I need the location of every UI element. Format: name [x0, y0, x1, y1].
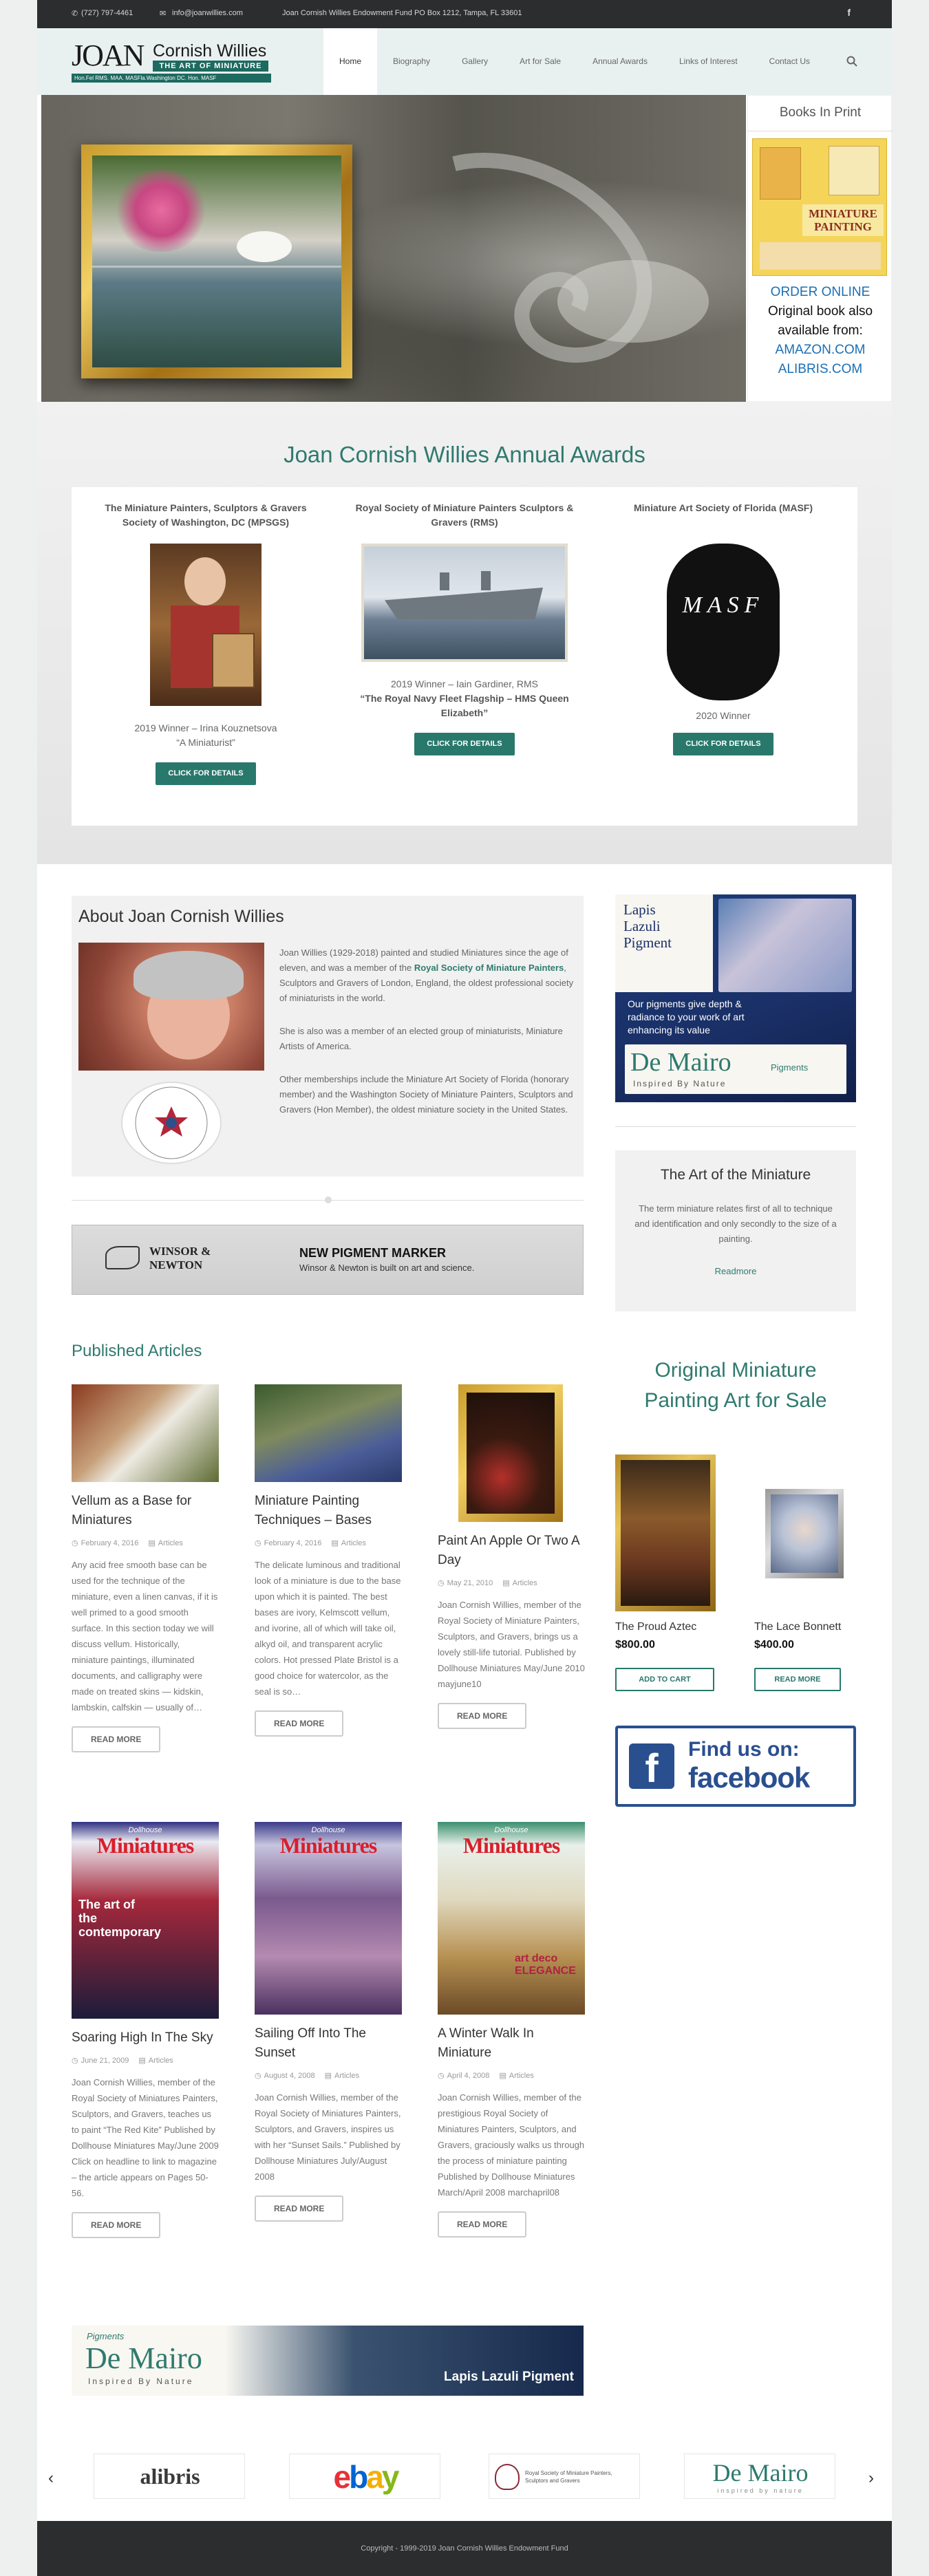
partners-carousel	[37, 2427, 892, 2521]
article-excerpt: Any acid free smooth base can be used for the technique of the miniature, even a linen canvas, if it is well primed to a good smooth surface. In this section today we will discuss vellum. Historically, miniature paintings, illuminated documents, and calligraphy were made on treated skins — kidskin, lambskin, calfskin — usually of…	[72, 1560, 218, 1713]
winsor-subline: Winsor & Newton is built on art and science.	[299, 1263, 475, 1273]
magazine-cover[interactable]: Dollhouse Miniatures art deco ELEGANCE	[438, 1822, 585, 2015]
clock-icon: ◷	[438, 2072, 445, 2080]
ad-body: Our pigments give depth & radiance to your work of art enhancing its value	[628, 998, 745, 1035]
award-details-button[interactable]: CLICK FOR DETAILS	[673, 733, 773, 755]
folder-icon: ▤	[148, 1539, 156, 1547]
ad-photo	[718, 899, 852, 992]
article-image[interactable]	[72, 1384, 219, 1482]
folder-icon: ▤	[138, 2057, 146, 2065]
banner-brand: De Mairo	[85, 2341, 202, 2375]
nav-annual-awards[interactable]: Annual Awards	[592, 56, 648, 66]
logo-credentials: Hon.Fel RMS. MAA. MASFla.Washington DC. Hon. MASF	[72, 74, 271, 83]
book-cover[interactable]	[752, 138, 887, 276]
clock-icon: ◷	[72, 1539, 78, 1547]
published-articles-heading: Published Articles	[72, 1342, 202, 1360]
royal-society-link[interactable]: Royal Society of Miniature Painters	[414, 963, 564, 973]
widget-heading: The Art of the Miniature	[660, 1167, 811, 1183]
product-price: $800.00	[615, 1639, 655, 1651]
banner-tagline: Inspired By Nature	[88, 2376, 194, 2386]
article-title[interactable]: Sailing Off Into The Sunset	[255, 2026, 366, 2060]
books-title: Books In Print	[779, 105, 862, 120]
award-painting-hms-queen-elizabeth[interactable]	[361, 544, 568, 662]
article-card: Dollhouse Miniatures art deco ELEGANCE A Winter Walk In Miniature ◷ April 4, 2008 ▤ Articles Joan Cornish Willies, member of the prestigious Royal Society of Miniatures Painters, Sculptors, and Gravers, graciously walks us through the process of miniature painting Published by Dollhouse Miniatures March/April 2008 marchapril08 READ MORE	[438, 1822, 585, 2237]
article-excerpt: Joan Cornish Willies, member of the Royal Society of Miniature Painters, Sculptors, and Gravers, brings us a lovely still-life tutorial. Published by Dollhouse Miniatures May/June 2010 mayjune10	[438, 1600, 585, 1689]
masf-logo-letters: MASF	[682, 592, 765, 618]
book-cover-title: MINIATURE PAINTING	[802, 204, 884, 236]
site-header	[37, 28, 892, 95]
award-rms	[351, 487, 578, 755]
hero-slider[interactable]	[41, 95, 746, 402]
product-image-lace-bonnett[interactable]	[765, 1489, 844, 1578]
awards-card	[72, 487, 857, 826]
ad-brand: De Mairo	[630, 1048, 732, 1077]
read-more-button[interactable]: READ MORE	[72, 1726, 160, 1752]
award-winner: 2020 Winner	[696, 710, 751, 721]
folder-icon: ▤	[324, 2072, 332, 2080]
article-card: Miniature Painting Techniques – Bases ◷ February 4, 2016 ▤ Articles The delicate luminous and traditional look of a miniature is due to the base upon which it is painted. The best bases are ivory, Kelmscott vellum, and ivorine, all of which will take oil, alkyd oil, and transparent acrylic colors. Hot pressed Plate Bristol is a good choice for watercolor, as the seal is so… READ MORE	[255, 1384, 402, 1737]
facebook-find-us-badge[interactable]: f Find us on: facebook	[615, 1726, 856, 1807]
logo-joan: JOAN	[72, 39, 144, 72]
article-title[interactable]: Paint An Apple Or Two A Day	[438, 1534, 579, 1567]
order-online-link[interactable]: ORDER ONLINE	[770, 285, 871, 299]
nav-home[interactable]: Home	[323, 28, 377, 95]
product-image-proud-aztec[interactable]	[615, 1455, 716, 1611]
books-in-print	[747, 95, 892, 402]
logo-tagline: THE ART OF MINIATURE	[153, 61, 268, 72]
clock-icon: ◷	[255, 2072, 261, 2080]
partner-logo-ebay[interactable]: ebay	[289, 2454, 440, 2499]
read-more-button[interactable]: READ MORE	[255, 1710, 343, 1737]
product-name[interactable]: The Proud Aztec	[615, 1621, 697, 1633]
article-card: Paint An Apple Or Two A Day ◷ May 21, 2010 ▤ Articles Joan Cornish Willies, member of the Royal Society of Miniature Painters, Sculptors, and Gravers, brings us a lovely still-life tutorial. Published by Dollhouse Miniatures May/June 2010 mayjune10 READ MORE	[438, 1384, 585, 1729]
winsor-brand: WINSOR & NEWTON	[149, 1245, 211, 1271]
magazine-cover[interactable]: Dollhouse Miniatures The art of the contemporary	[72, 1822, 219, 2019]
read-more-button[interactable]: READ MORE	[438, 2211, 526, 2237]
annual-awards-section	[37, 402, 892, 864]
nav-biography[interactable]: Biography	[393, 56, 431, 66]
article-title[interactable]: Soaring High In The Sky	[72, 2030, 213, 2045]
clock-icon: ◷	[438, 1579, 445, 1587]
award-winner: 2019 Winner – Iain Gardiner, RMS	[391, 678, 538, 689]
product-name[interactable]: The Lace Bonnett	[754, 1621, 842, 1633]
winsor-newton-banner[interactable]	[72, 1225, 584, 1295]
article-image[interactable]	[458, 1384, 563, 1522]
read-more-button[interactable]: READ MORE	[754, 1668, 841, 1691]
article-excerpt: The delicate luminous and traditional look of a miniature is due to the base upon which it is painted. The best bases are ivory, Kelmscott vellum, and ivorine, all of which will take oil, alkyd oil, and transparent acrylic colors. Hot pressed Plate Bristol is a good choice for watercolor, as the seal is so…	[255, 1560, 401, 1697]
lapis-lazuli-ad[interactable]: Lapis Lazuli Pigment Our pigments give depth & radiance to your work of art enhancing its value De Mairo Pigments Inspired By Nature	[615, 894, 856, 1102]
page	[37, 0, 892, 2576]
art-for-sale-heading: Original Miniature Painting Art for Sale	[644, 1359, 827, 1412]
site-footer	[37, 2521, 892, 2576]
award-masf	[610, 487, 837, 755]
article-title[interactable]: Miniature Painting Techniques – Bases	[255, 1494, 372, 1527]
chevron-right-icon[interactable]: ›	[868, 2469, 874, 2487]
award-winner: 2019 Winner – Irina Kouznetsova	[134, 722, 277, 733]
about-paragraph-3: Other memberships include the Miniature Art Society of Florida (honorary member) and the Washington Society of Miniature Painters, Sculptors and Gravers (Hon Member), the oldest miniature society in the United States.	[279, 1074, 573, 1115]
nav-gallery[interactable]: Gallery	[462, 56, 489, 66]
award-details-button[interactable]: CLICK FOR DETAILS	[156, 762, 255, 785]
award-org: Royal Society of Miniature Painters Sculptors & Gravers (RMS)	[355, 502, 574, 528]
award-org: The Miniature Painters, Sculptors & Gravers Society of Washington, DC (MPSGS)	[105, 502, 307, 528]
article-image[interactable]	[255, 1384, 402, 1482]
book-order-links: ORDER ONLINE Original book also available from: AMAZON.COM ALIBRIS.COM	[748, 283, 893, 379]
partner-logo-de-mairo[interactable]: De Mairo inspired by nature	[684, 2454, 835, 2499]
nav-contact-us[interactable]: Contact Us	[769, 56, 811, 66]
article-excerpt: Joan Cornish Willies, member of the Royal Society of Miniatures Painters, Sculptors, and Gravers, inspires us with her “Sunset Sails.” Published by Dollhouse Miniatures July/August 2008	[255, 2092, 401, 2182]
search-icon[interactable]	[846, 56, 857, 67]
masf-logo[interactable]	[667, 544, 780, 700]
folder-icon: ▤	[499, 2072, 506, 2080]
read-more-button[interactable]: READ MORE	[255, 2196, 343, 2222]
magazine-cover[interactable]: Dollhouse Miniatures	[255, 1822, 402, 2015]
copyright-text: Copyright - 1999-2019 Joan Cornish Willies Endowment Fund	[361, 2544, 568, 2553]
de-mairo-banner[interactable]	[72, 2326, 584, 2396]
facebook-icon: f	[629, 1743, 674, 1789]
logo-name: Cornish Willies	[153, 41, 267, 61]
alibris-link[interactable]: ALIBRIS.COM	[778, 362, 863, 376]
banner-pigments: Pigments	[87, 2331, 125, 2341]
read-more-button[interactable]: READ MORE	[438, 1703, 526, 1729]
partner-logo-rms[interactable]: Royal Society of Miniature Painters, Sculptors and Gravers	[489, 2454, 640, 2499]
nav-art-for-sale[interactable]: Art for Sale	[520, 56, 562, 66]
award-work-title: “A Miniaturist”	[176, 737, 235, 748]
about-section	[72, 896, 584, 1177]
joan-portrait	[78, 943, 264, 1071]
fund-address: Joan Cornish Willies Endowment Fund PO Box 1212, Tampa, FL 33601	[282, 9, 522, 17]
art-of-miniature-widget	[615, 1150, 856, 1311]
winsor-headline: NEW PIGMENT MARKER	[299, 1246, 446, 1260]
about-paragraph-1: Joan Willies (1929-2018) painted and studied Miniatures since the age of eleven, and was a member of the Royal Society of Miniature Painters, Sculptors and Gravers of London, England, the oldest professional society of miniaturists in the world.	[279, 947, 574, 1003]
read-more-button[interactable]: READ MORE	[72, 2212, 160, 2238]
folder-icon: ▤	[502, 1579, 510, 1587]
framed-painting	[81, 144, 352, 378]
amazon-link[interactable]: AMAZON.COM	[775, 343, 866, 357]
article-title[interactable]: Vellum as a Base for Miniatures	[72, 1494, 192, 1527]
article-card: Dollhouse Miniatures Sailing Off Into The Sunset ◷ August 4, 2008 ▤ Articles Joan Cornish Willies, member of the Royal Society of Miniatures Painters, Sculptors, and Gravers, inspires us with her “Sunset Sails.” Published by Dollhouse Miniatures July/August 2008 READ MORE	[255, 1822, 402, 2222]
royal-miniature-society-seal	[121, 1082, 222, 1164]
nav-links-of-interest[interactable]: Links of Interest	[679, 56, 738, 66]
clock-icon: ◷	[255, 1539, 261, 1547]
phone-icon: ✆	[72, 10, 78, 18]
awards-heading: Joan Cornish Willies Annual Awards	[284, 442, 645, 467]
chevron-left-icon[interactable]: ‹	[48, 2469, 54, 2487]
award-org: Miniature Art Society of Florida (MASF)	[633, 502, 813, 513]
top-bar	[37, 0, 892, 28]
add-to-cart-button[interactable]: ADD TO CART	[615, 1668, 714, 1691]
article-card: Dollhouse Miniatures The art of the contemporary Soaring High In The Sky ◷ June 21, 2009 ▤ Articles Joan Cornish Willies, member of the Royal Society of Miniatures Painters, Sculptors, and Gravers, teaches us to paint “The Red Kite” Published by Dollhouse Miniatures May/June 2009 Click on headline to link to magazine – the article appears on Pages 50-56. READ MORE	[72, 1822, 219, 2238]
about-heading: About Joan Cornish Willies	[78, 907, 284, 926]
award-painting-miniaturist[interactable]	[150, 544, 261, 706]
facebook-icon[interactable]: f	[847, 7, 851, 18]
banner-label: Lapis Lazuli Pigment	[444, 2370, 574, 2384]
about-paragraph-2: She is also was a member of an elected group of miniaturists, Miniature Artists of America.	[279, 1026, 563, 1051]
site-logo[interactable]	[72, 41, 271, 85]
article-title[interactable]: A Winter Walk In Miniature	[438, 2026, 534, 2060]
swan-image	[372, 122, 743, 398]
main-nav	[323, 28, 826, 95]
readmore-link[interactable]: Readmore	[714, 1266, 757, 1276]
clock-icon: ◷	[72, 2057, 78, 2065]
folder-icon: ▤	[331, 1539, 339, 1547]
award-details-button[interactable]: CLICK FOR DETAILS	[414, 733, 514, 755]
email-link[interactable]: info@joanwillies.com	[172, 9, 243, 17]
article-excerpt: Joan Cornish Willies, member of the prestigious Royal Society of Miniatures Painters, Sculptors, and Gravers, graciously walks us through the process of miniature painting Published by Dollhouse Miniatures March/April 2008 marchapril08	[438, 2092, 585, 2198]
phone-number[interactable]: (727) 797-4461	[81, 9, 134, 17]
award-work-title: “The Royal Navy Fleet Flagship – HMS Queen Elizabeth”	[360, 693, 569, 718]
product-price: $400.00	[754, 1639, 794, 1651]
article-excerpt: Joan Cornish Willies, member of the Royal Society of Miniatures Painters, Sculptors, and Gravers, teaches us to paint “The Red Kite” Published by Dollhouse Miniatures May/June 2009 Click on headline to link to magazine – the article appears on Pages 50-56.	[72, 2077, 219, 2198]
award-mpsgs	[92, 487, 319, 785]
widget-body: The term miniature relates first of all to technique and identification and only secondly to the size of a painting.	[634, 1203, 837, 1244]
article-card: Vellum as a Base for Miniatures ◷ February 4, 2016 ▤ Articles Any acid free smooth base can be used for the technique of the miniature, even a linen canvas, if it is well primed to a good smooth surface. In this section today we will discuss vellum. Historically, miniature paintings, illuminated documents, and calligraphy were made on treated skins — kidskin, lambskin, calfskin — usually of… READ MORE	[72, 1384, 219, 1752]
email-icon: ✉	[160, 10, 167, 18]
partner-logo-alibris[interactable]: alibris	[94, 2454, 245, 2499]
